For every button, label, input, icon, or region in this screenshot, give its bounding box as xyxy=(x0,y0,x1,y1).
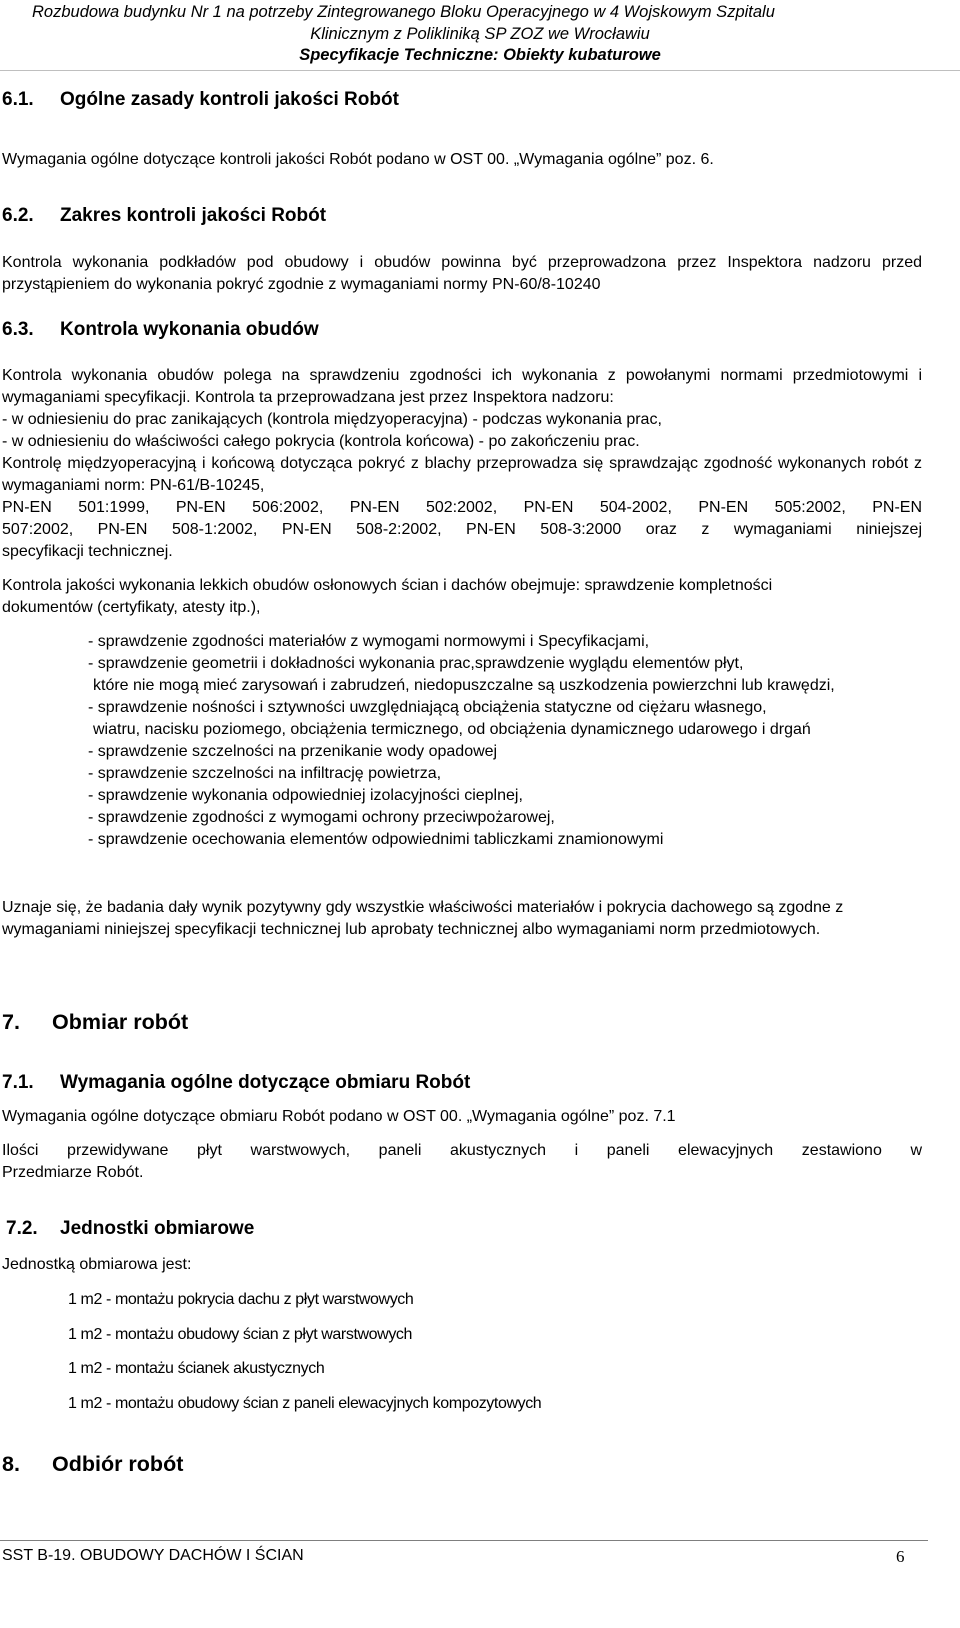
section-title: Zakres kontroli jakości Robót xyxy=(60,205,327,226)
section-6-3-paragraph-1: Kontrola wykonania obudów polega na sprawdzeniu zgodności ich wykonania z powołanymi normami przedmiotowymi i wymaganiami specyfikacji. Kontrola ta przeprowadzana jest przez Inspektora nadzoru: xyxy=(2,367,922,406)
unit-item: 1 m2 - montażu pokrycia dachu z płyt warstwowych xyxy=(68,1291,414,1308)
section-number: 7. xyxy=(2,1010,20,1034)
section-number: 6.1. xyxy=(2,89,34,110)
section-7-1-paragraph-2-line-1: Ilości przewidywane płyt warstwowych, paneli akustycznych i paneli elewacyjnych zestawiono w xyxy=(2,1142,922,1159)
list-item: - sprawdzenie szczelności na infiltrację powietrza, xyxy=(88,765,442,782)
header-project-title: Rozbudowa budynku Nr 1 na potrzeby Zintegrowanego Bloku Operacyjnego w 4 Wojskowym Szpitalu xyxy=(32,3,775,21)
section-7-1-paragraph-1: Wymagania ogólne dotyczące obmiaru Robót podano w OST 00. „Wymagania ogólne” poz. 7.1 xyxy=(2,1108,676,1125)
section-6-3-paragraph-4: Uznaje się, że badania dały wynik pozytywny gdy wszystkie właściwości materiałów i pokrycia dachowego są zgodne z wymaganiami niniejszej specyfikacji technicznej lub aprobaty technicznej albo wymaganiami norm przedmiotowych. xyxy=(2,899,844,938)
section-title: Kontrola wykonania obudów xyxy=(60,319,319,340)
header-project-subtitle: Klinicznym z Polikliniką SP ZOZ we Wrocławiu xyxy=(310,25,650,43)
page-number: 6 xyxy=(896,1547,905,1566)
checks-list xyxy=(88,631,908,851)
section-7-heading xyxy=(2,1010,922,1035)
section-number: 8. xyxy=(2,1452,20,1476)
page-header xyxy=(0,0,960,71)
section-title: Jednostki obmiarowe xyxy=(60,1218,255,1239)
section-number: 7.2. xyxy=(6,1218,38,1239)
list-item: - sprawdzenie nośności i sztywności uwzględniającą obciążenia statyczne od ciężaru własnego, wiatru, nacisku poziomego, obciążenia termicznego, od obciążenia dynamicznego udarowego i drgań xyxy=(88,699,811,738)
list-item: - sprawdzenie geometrii i dokładności wykonania prac,sprawdzenie wyglądu elementów płyt, które nie mogą mieć zarysowań i zabrudzeń, niedopuszczalne są uszkodzenia powierzchni lub krawędzi, xyxy=(88,655,835,694)
section-title: Wymagania ogólne dotyczące obmiaru Robót xyxy=(60,1072,471,1093)
section-7-1-heading xyxy=(2,1072,922,1094)
section-7-2-heading xyxy=(6,1218,926,1240)
norms-line-3: specyfikacji technicznej. xyxy=(2,543,173,560)
header-spec-title: Specyfikacje Techniczne: Obiekty kubaturowe xyxy=(299,46,661,64)
list-item: - sprawdzenie szczelności na przenikanie wody opadowej xyxy=(88,743,498,760)
unit-item: 1 m2 - montażu ścianek akustycznych xyxy=(68,1360,325,1377)
control-final-line: - w odniesieniu do właściwości całego pokrycia (kontrola końcowa) - po zakończeniu prac. xyxy=(2,433,640,450)
control-interoperational-line: - w odniesieniu do prac zanikających (kontrola międzyoperacyjna) - podczas wykonania prac, xyxy=(2,411,662,428)
section-6-3-paragraph-2: Kontrolę międzyoperacyjną i końcową dotycząca pokryć z blachy przeprowadza się sprawdzając zgodność wykonanych robót z wymaganiami norm: PN-61/B-10245, xyxy=(2,455,922,494)
section-title: Odbiór robót xyxy=(52,1452,184,1476)
list-item: - sprawdzenie wykonania odpowiedniej izolacyjności cieplnej, xyxy=(88,787,523,804)
unit-item: 1 m2 - montażu obudowy ścian z płyt warstwowych xyxy=(68,1326,413,1343)
section-6-3-paragraph-3: Kontrola jakości wykonania lekkich obudów osłonowych ścian i dachów obejmuje: sprawdzenie kompletności dokumentów (certyfikaty, atesty itp.), xyxy=(2,577,773,616)
section-6-1-heading xyxy=(2,89,922,111)
norms-line-2: 507:2002, PN-EN 508-1:2002, PN-EN 508-2:2002, PN-EN 508-3:2000 oraz z wymaganiami niniejszej xyxy=(2,521,922,538)
section-8-heading xyxy=(2,1452,922,1477)
norms-line-1: PN-EN 501:1999, PN-EN 506:2002, PN-EN 502:2002, PN-EN 504-2002, PN-EN 505:2002, PN-EN xyxy=(2,499,922,516)
section-title: Obmiar robót xyxy=(52,1010,189,1034)
section-number: 6.2. xyxy=(2,205,34,226)
list-item: - sprawdzenie zgodności materiałów z wymogami normowymi i Specyfikacjami, xyxy=(88,633,650,650)
list-item: - sprawdzenie ocechowania elementów odpowiednimi tabliczkami znamionowymi xyxy=(88,831,664,848)
section-7-1-paragraph-2-line-2: Przedmiarze Robót. xyxy=(2,1164,144,1181)
section-6-3-heading xyxy=(2,319,922,341)
section-6-2-heading xyxy=(2,205,922,227)
unit-item: 1 m2 - montażu obudowy ścian z paneli elewacyjnych kompozytowych xyxy=(68,1395,542,1412)
section-6-1-paragraph: Wymagania ogólne dotyczące kontroli jakości Robót podano w OST 00. „Wymagania ogólne” poz. 6. xyxy=(2,151,714,168)
footer-spec-title: SST B-19. OBUDOWY DACHÓW I ŚCIAN xyxy=(2,1547,304,1564)
section-7-2-intro: Jednostką obmiarowa jest: xyxy=(2,1256,192,1273)
section-6-2-paragraph: Kontrola wykonania podkładów pod obudowy i obudów powinna być przeprowadzona przez Inspektora nadzoru przed przystąpieniem do wykonania pokryć zgodnie z wymaganiami normy PN-60/8-10240 xyxy=(2,254,922,293)
section-title: Ogólne zasady kontroli jakości Robót xyxy=(60,89,399,110)
section-number: 7.1. xyxy=(2,1072,34,1093)
section-number: 6.3. xyxy=(2,319,34,340)
footer-divider xyxy=(0,1540,928,1541)
list-item: - sprawdzenie zgodności z wymogami ochrony przeciwpożarowej, xyxy=(88,809,555,826)
